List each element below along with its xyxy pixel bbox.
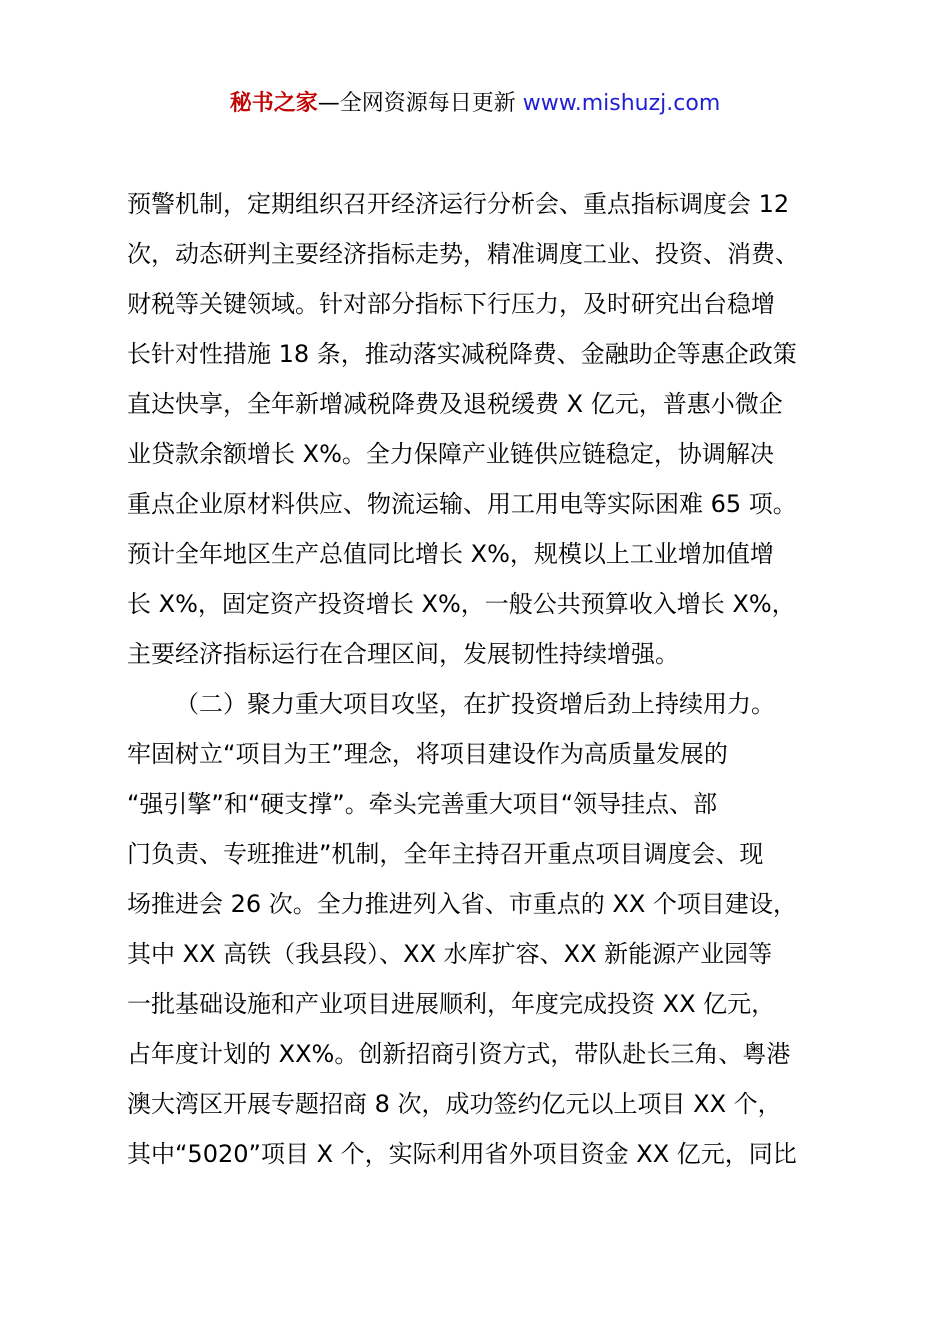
text-line: 预计全年地区生产总值同比增长 X%，规模以上工业增加值增 <box>127 540 774 568</box>
text-line: 长 X%，固定资产投资增长 X%，一般公共预算收入增长 X%， <box>127 590 796 618</box>
brand-name: 秘书之家 <box>229 91 318 116</box>
text-line: 其中“5020”项目 X 个，实际利用省外项目资金 XX 亿元，同比 <box>127 1140 797 1168</box>
text-line: 直达快享，全年新增减税降费及退税缓费 X 亿元，普惠小微企 <box>127 390 783 418</box>
site-slogan: —全网资源每日更新 <box>317 91 516 116</box>
text-line: 一批基础设施和产业项目进展顺利，年度完成投资 XX 亿元， <box>127 990 776 1018</box>
text-line: 占年度计划的 XX%。创新招商引资方式，带队赴长三角、粤港 <box>127 1040 791 1068</box>
text-line: 财税等关键领域。针对部分指标下行压力，及时研究出台稳增 <box>127 290 775 318</box>
text-line: 门负责、专班推进”机制，全年主持召开重点项目调度会、现 <box>127 840 764 868</box>
text-line: 主要经济指标运行在合理区间，发展韧性持续增强。 <box>127 640 679 668</box>
text-line: 长针对性措施 18 条，推动落实减税降费、金融助企等惠企政策 <box>127 340 797 368</box>
text-line: 牢固树立“项目为王”理念，将项目建设作为高质量发展的 <box>127 740 728 768</box>
text-line: 次，动态研判主要经济指标走势，精准调度工业、投资、消费、 <box>127 240 799 268</box>
text-line: 澳大湾区开展专题招商 8 次，成功签约亿元以上项目 XX 个， <box>127 1090 782 1118</box>
text-line: 预警机制，定期组织召开经济运行分析会、重点指标调度会 12 <box>127 190 790 218</box>
text-line: 其中 XX 高铁（我县段）、XX 水库扩容、XX 新能源产业园等 <box>127 940 773 968</box>
text-line: 场推进会 26 次。全力推进列入省、市重点的 XX 个项目建设， <box>127 890 797 918</box>
text-line: 重点企业原材料供应、物流运输、用工用电等实际困难 65 项。 <box>127 490 797 518</box>
site-url-link[interactable]: www.mishuzj.com <box>522 91 721 116</box>
site-header <box>0 86 950 122</box>
text-line: 业贷款余额增长 X%。全力保障产业链供应链稳定，协调解决 <box>127 440 774 468</box>
document-body <box>127 179 839 1179</box>
section-heading: （二）聚力重大项目攻坚，在扩投资增后劲上持续用力。 <box>175 690 775 718</box>
text-line: “强引擎”和“硬支撑”。牵头完善重大项目“领导挂点、部 <box>127 790 718 818</box>
